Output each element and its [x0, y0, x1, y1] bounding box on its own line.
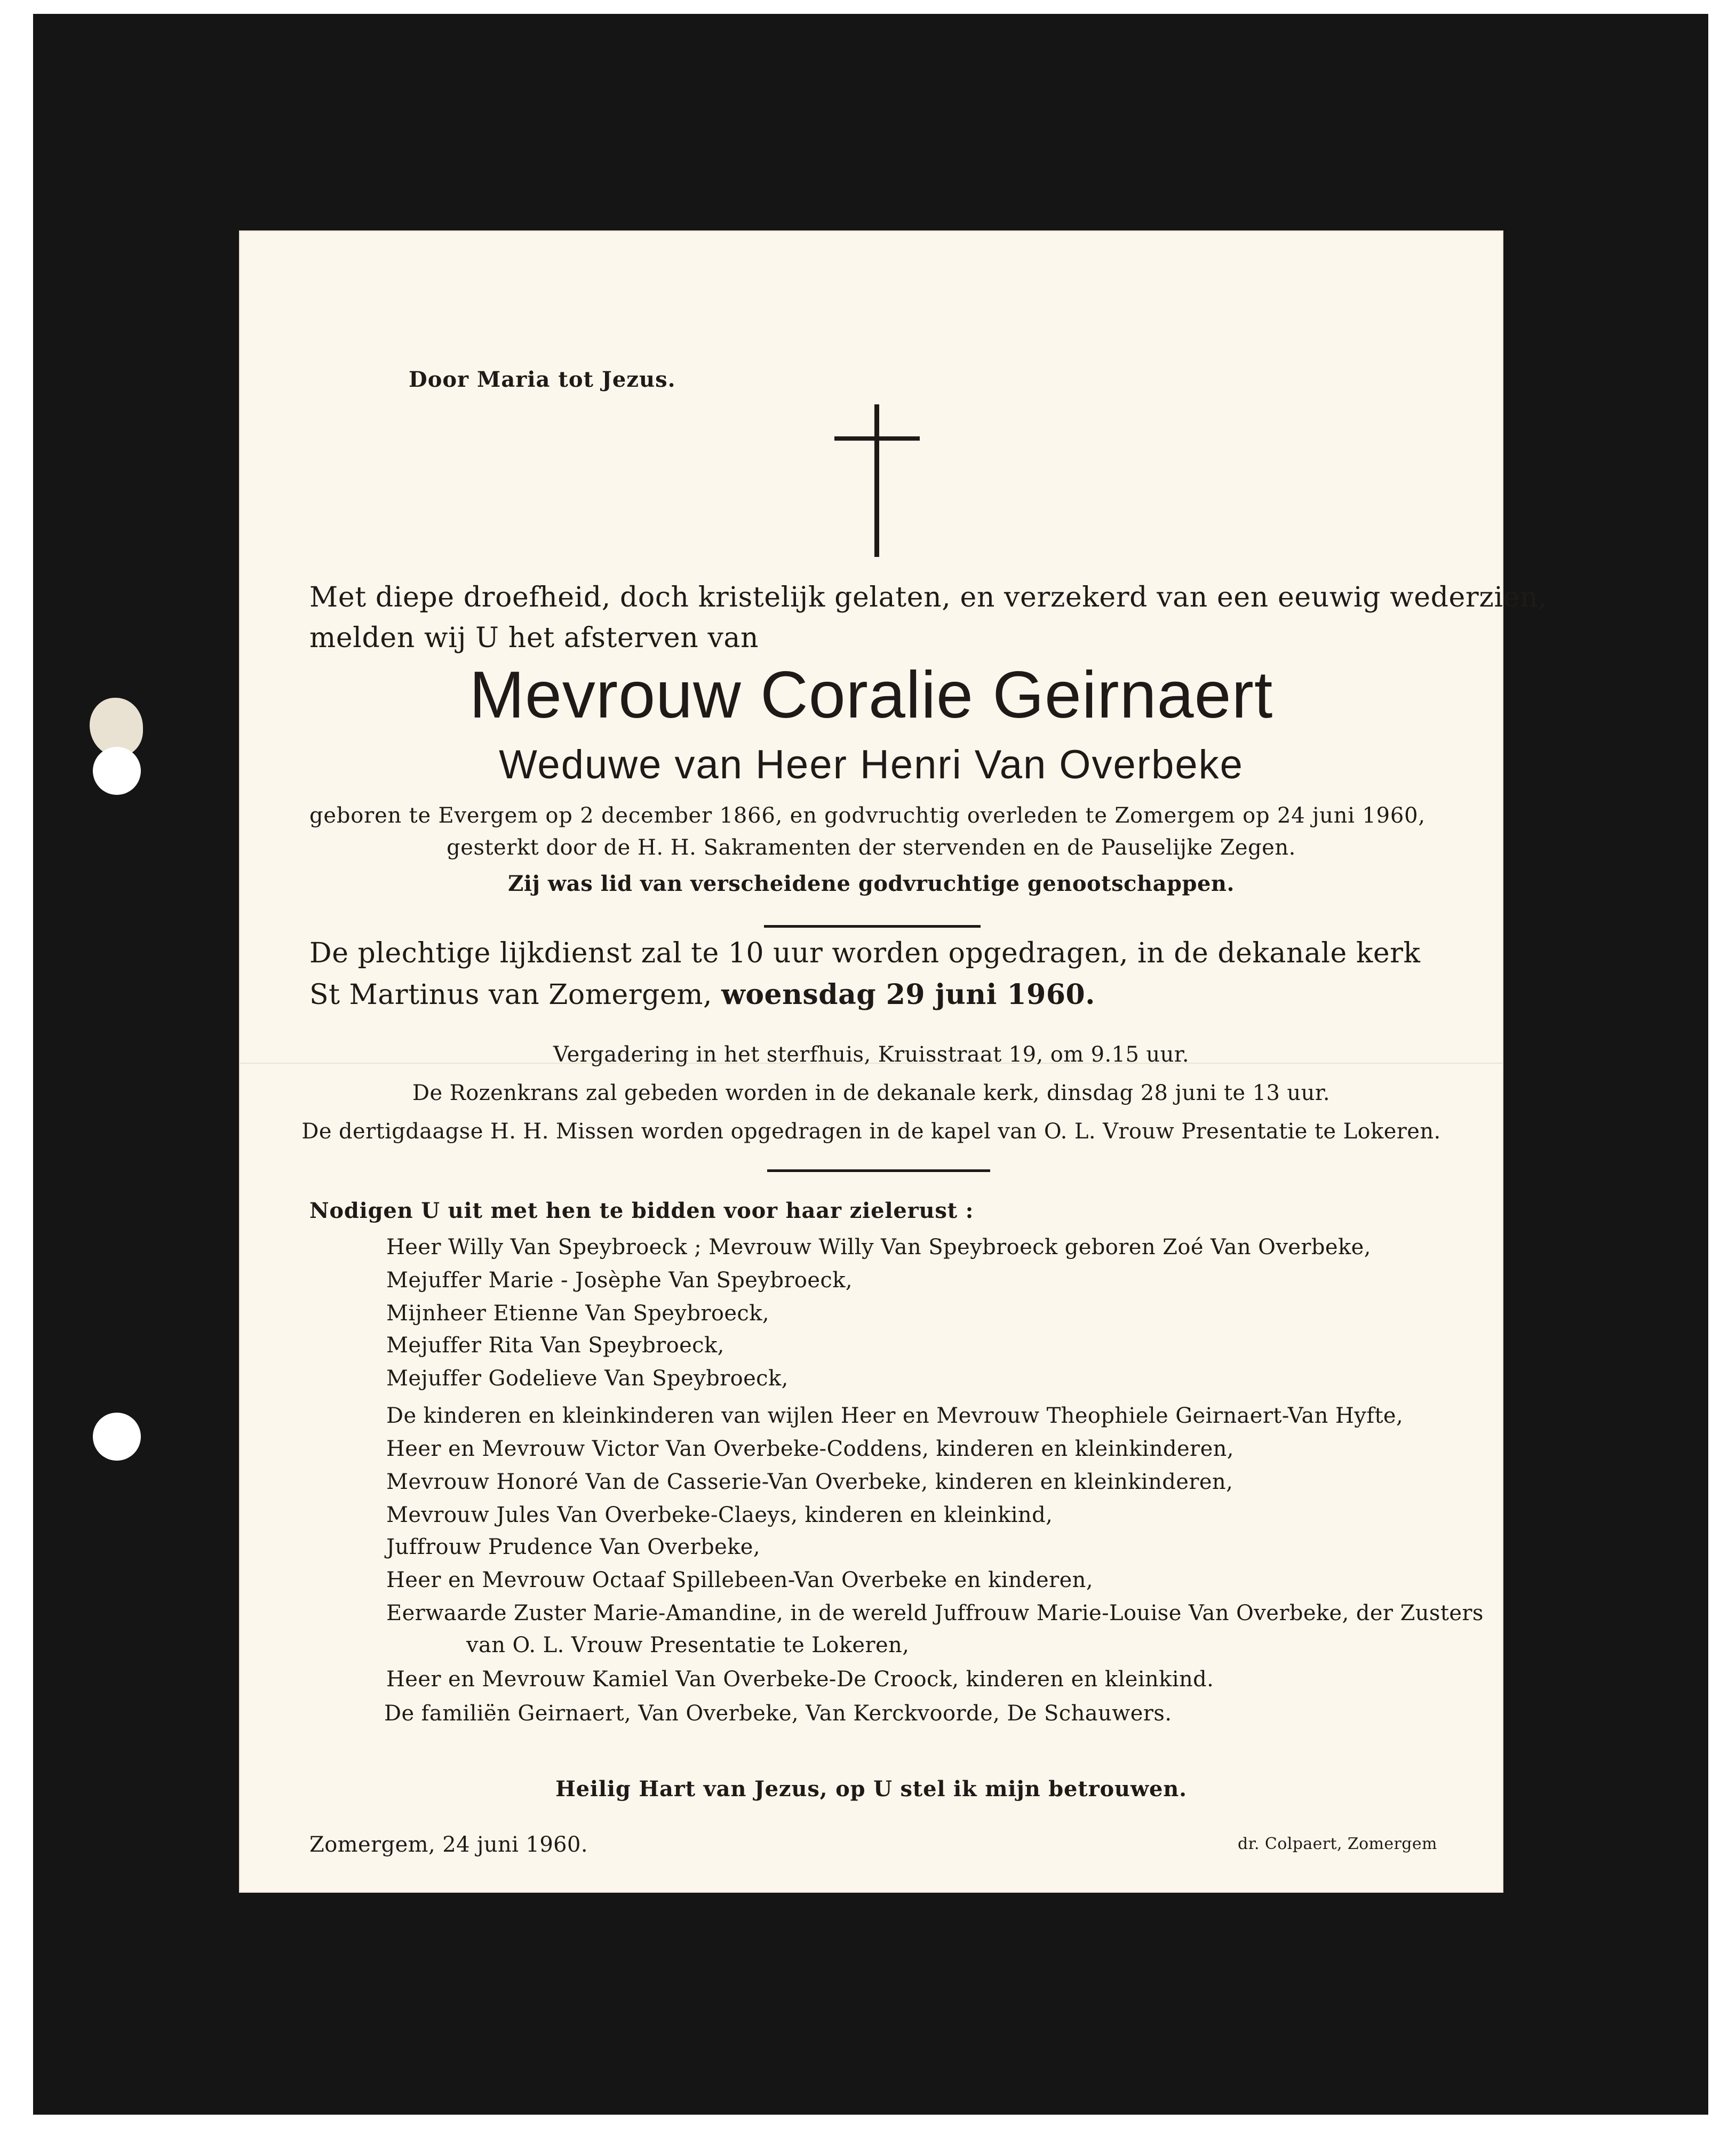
intro-line-1: Met diepe droefheid, doch kristelijk gelaten, en verzekerd van een eeuwig wederzien, — [309, 581, 1548, 613]
funeral-service — [309, 932, 1420, 1016]
announcement-intro — [309, 577, 1547, 658]
service-church: St Martinus van Zomergem, — [309, 979, 713, 1011]
list-item: Mevrouw Honoré Van de Casserie-Van Overbeke, kinderen en kleinkinderen, — [386, 1470, 1233, 1494]
birth-death-line: geboren te Evergem op 2 december 1866, en godvruchtig overleden te Zomergem op 24 juni 1960, — [309, 803, 1426, 828]
latin-cross-icon — [834, 404, 920, 557]
list-item: Eerwaarde Zuster Marie-Amandine, in de wereld Juffrouw Marie-Louise Van Overbeke, der Zusters — [386, 1601, 1484, 1625]
list-item: Mejuffer Rita Van Speybroeck, — [386, 1333, 724, 1358]
gathering-line: Vergadering in het sterfhuis, Kruisstraat 19, om 9.15 uur. — [553, 1042, 1189, 1067]
place-date: Zomergem, 24 juni 1960. — [309, 1832, 588, 1857]
deceased-name: Mevrouw Coralie Geirnaert — [469, 658, 1273, 732]
rosary-line: De Rozenkrans zal gebeden worden in de dekanale kerk, dinsdag 28 juni te 13 uur. — [412, 1081, 1330, 1105]
list-item: Mejuffer Marie - Josèphe Van Speybroeck, — [386, 1268, 853, 1293]
closing-prayer: Heilig Hart van Jezus, op U stel ik mijn betrouwen. — [555, 1776, 1187, 1802]
list-item: Juffrouw Prudence Van Overbeke, — [386, 1535, 760, 1559]
motto: Door Maria tot Jezus. — [409, 367, 676, 392]
sacraments-line: gesterkt door de H. H. Sakramenten der stervenden en de Pauselijke Zegen. — [447, 835, 1296, 860]
service-line-1: De plechtige lijkdienst zal te 10 uur worden opgedragen, in de dekanale kerk — [309, 937, 1421, 969]
service-line-2 — [309, 974, 1420, 1016]
widow-of: Weduwe van Heer Henri Van Overbeke — [499, 742, 1244, 787]
list-item: Mijnheer Etienne Van Speybroeck, — [386, 1301, 769, 1326]
list-item: Heer Willy Van Speybroeck ; Mevrouw Willy Van Speybroeck geboren Zoé Van Overbeke, — [386, 1235, 1371, 1260]
list-item: Heer en Mevrouw Octaaf Spillebeen-Van Overbeke en kinderen, — [386, 1568, 1093, 1592]
list-item: Mevrouw Jules Van Overbeke-Claeys, kinderen en kleinkind, — [386, 1503, 1053, 1527]
divider-lower — [767, 1169, 990, 1172]
list-item: Mejuffer Godelieve Van Speybroeck, — [386, 1366, 789, 1391]
intro-line-2: melden wij U het afsterven van — [309, 622, 759, 654]
list-item: Heer en Mevrouw Kamiel Van Overbeke-De Croock, kinderen en kleinkind. — [386, 1667, 1214, 1692]
societies-line: Zij was lid van verscheidene godvruchtige genootschappen. — [508, 871, 1235, 896]
list-item: De kinderen en kleinkinderen van wijlen Heer en Mevrouw Theophiele Geirnaert-Van Hyfte, — [386, 1404, 1404, 1428]
list-item: De familiën Geirnaert, Van Overbeke, Van Kerckvoorde, De Schauwers. — [384, 1701, 1172, 1726]
service-date: woensdag 29 juni 1960. — [721, 978, 1095, 1011]
punch-hole-upper — [93, 747, 141, 795]
punch-hole-lower — [93, 1413, 141, 1461]
divider-upper — [764, 925, 981, 928]
death-notice-card — [239, 230, 1548, 1893]
list-item: Heer en Mevrouw Victor Van Overbeke-Coddens, kinderen en kleinkinderen, — [386, 1437, 1234, 1461]
masses-line: De dertigdaagse H. H. Missen worden opgedragen in de kapel van O. L. Vrouw Presentatie te Lokeren. — [301, 1119, 1441, 1144]
invitation-line: Nodigen U uit met hen te bidden voor haar zielerust : — [309, 1198, 974, 1223]
list-item: van O. L. Vrouw Presentatie te Lokeren, — [466, 1633, 910, 1657]
printer-credit: dr. Colpaert, Zomergem — [1238, 1835, 1437, 1853]
